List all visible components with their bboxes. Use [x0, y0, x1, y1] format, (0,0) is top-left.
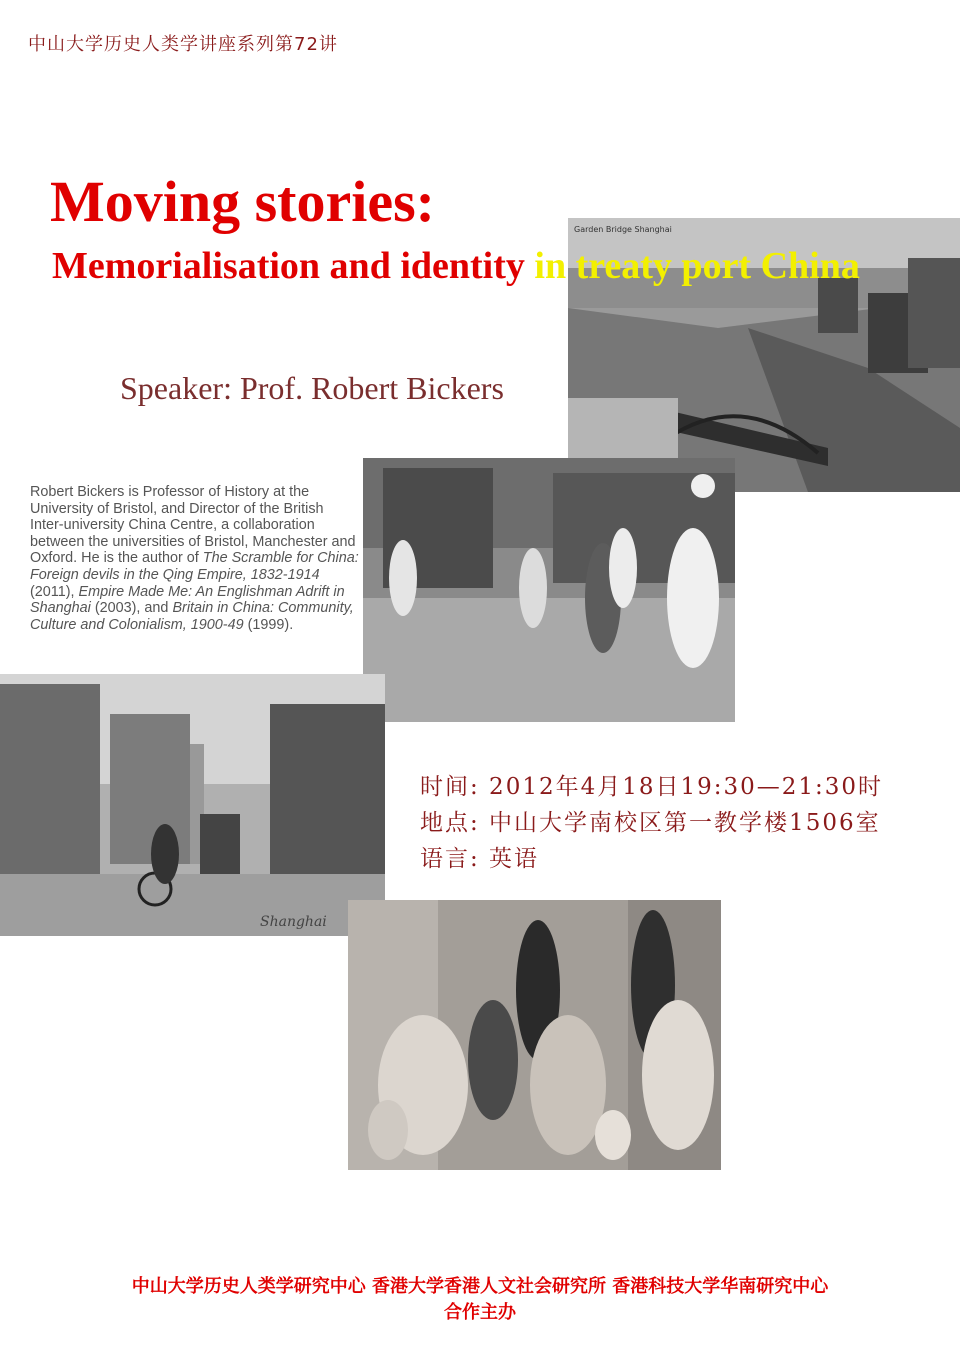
- lecture-series-label: 中山大学历史人类学讲座系列第72讲: [28, 34, 338, 55]
- lecture-title: Moving stories:: [50, 169, 435, 234]
- organizers: 中山大学历史人类学研究中心 香港大学香港人文社会研究所 香港科技大学华南研究中心: [131, 1276, 829, 1297]
- bio-book-title: Empire Made Me: An Englishman Adrift in Shanghai: [30, 583, 345, 617]
- street-caption: Shanghai: [260, 914, 327, 930]
- bridge-caption: Garden Bridge Shanghai: [574, 225, 672, 234]
- bio-book-title: The Scramble for China: Foreign devils in the Qing Empire, 1832-1914: [30, 550, 359, 583]
- event-time: 时间: 2012年4月18日19:30—21:30时: [420, 774, 884, 800]
- subtitle-red-part: Memorialisation and identity: [52, 245, 525, 287]
- bio-book-title: Britain in China: Community, Culture and Colonialism, 1900-49: [30, 600, 354, 633]
- event-location: 地点: 中山大学南校区第一教学楼1506室: [420, 810, 881, 836]
- street-crowd-photo: [363, 458, 735, 722]
- family-portrait-photo: [348, 900, 721, 1170]
- speaker-bio: [30, 484, 360, 633]
- bio-year: (1999).: [243, 616, 294, 633]
- lecture-subtitle: [52, 244, 860, 288]
- speaker-name: Speaker: Prof. Robert Bickers: [120, 370, 504, 406]
- cohost-label: 合作主办: [444, 1302, 516, 1323]
- subtitle-yellow-part: in treaty port China: [534, 245, 860, 287]
- bio-text: Robert Bickers is Professor of History at the University of Bristol, and Director of the British Inter-university China Centre, a collaboration between the universities of Bristol, Manchester and Oxford. He is the author of: [30, 484, 356, 567]
- bio-year: (2003), and: [90, 600, 173, 617]
- event-language: 语言: 英语: [420, 846, 540, 872]
- shanghai-street-photo: [0, 674, 385, 936]
- bio-year: (2011),: [30, 583, 79, 600]
